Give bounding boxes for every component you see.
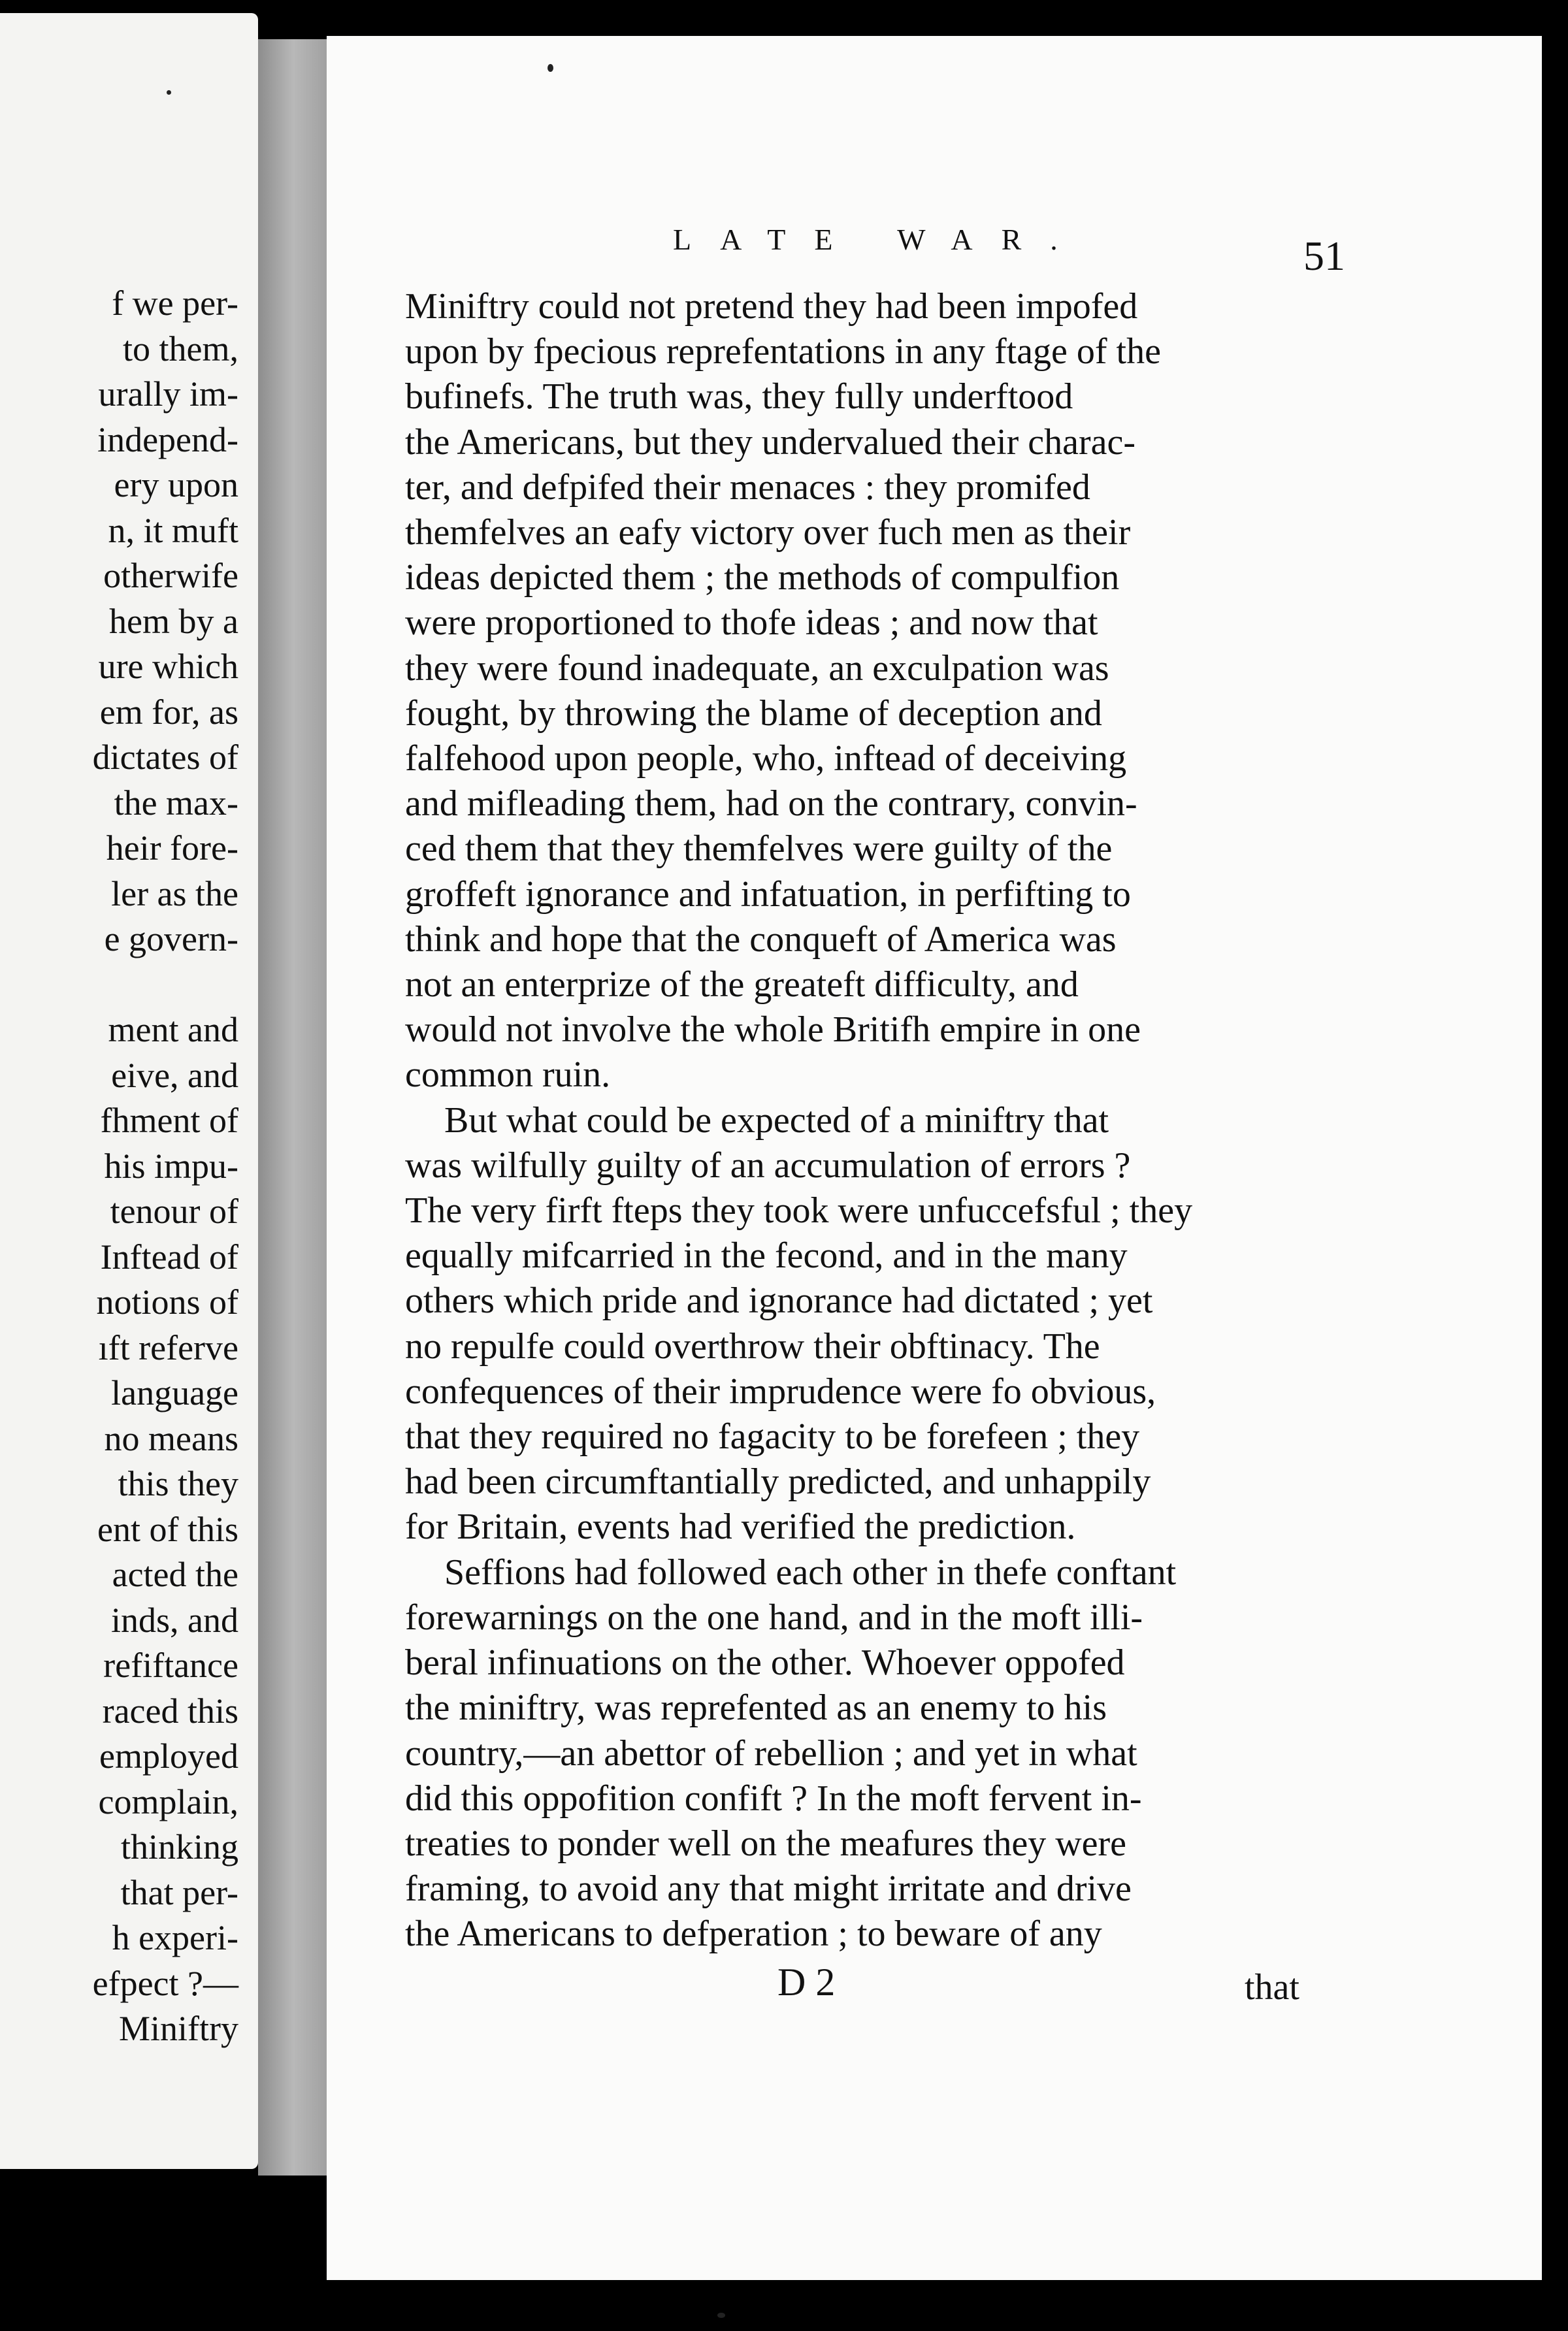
left-page-line: his impu- <box>104 1146 238 1186</box>
left-page-line: complain, <box>98 1782 238 1821</box>
text-line: confequences of their imprudence were fo obvious, <box>405 1371 1156 1412</box>
text-line: no repulfe could overthrow their obftinacy. The <box>405 1326 1100 1367</box>
left-page-line: employed <box>99 1736 238 1776</box>
left-page-line: urally im- <box>98 374 238 414</box>
left-page-line: acted the <box>112 1555 238 1594</box>
left-page-line: em for, as <box>99 692 238 732</box>
paragraph <box>405 284 1339 1098</box>
text-line: upon by fpecious reprefentations in any ftage of the <box>405 331 1161 372</box>
text-line: was wilfully guilty of an accumulation of errors ? <box>405 1145 1131 1186</box>
left-page-text <box>3 281 238 2052</box>
text-line: Miniftry could not pretend they had been impofed <box>405 286 1138 327</box>
text-line: did this oppofition confift ? In the moft fervent in- <box>405 1778 1142 1819</box>
left-page-line: ent of this <box>97 1509 238 1549</box>
text-line: Seffions had followed each other in thefe conftant <box>444 1552 1177 1593</box>
paragraph <box>405 1098 1339 1550</box>
catchword: that <box>1245 1967 1299 2008</box>
left-page-line: language <box>111 1373 238 1412</box>
text-line: ter, and defpifed their menaces : they promifed <box>405 466 1090 508</box>
left-page-line: inds, and <box>111 1600 238 1640</box>
left-page-line: independ- <box>97 419 238 459</box>
text-line: country,—an abettor of rebellion ; and yet in what <box>405 1733 1137 1774</box>
left-page-line: that per- <box>120 1872 238 1912</box>
left-page <box>0 13 258 2169</box>
text-line: for Britain, events had verified the prediction. <box>405 1507 1076 1548</box>
text-line: themfelves an eafy victory over fuch men as their <box>405 512 1131 553</box>
text-line: were proportioned to thofe ideas ; and now that <box>405 602 1098 644</box>
text-line: fought, by throwing the blame of deception and <box>405 693 1102 734</box>
text-line: think and hope that the conqueft of America was <box>405 919 1117 960</box>
left-page-line: Miniftry <box>119 2009 238 2048</box>
text-line: and mifleading them, had on the contrary, convin- <box>405 783 1137 824</box>
left-page-line: raced this <box>102 1691 238 1731</box>
text-line: would not involve the whole Britifh empire in one <box>405 1009 1141 1051</box>
running-head: LATE WAR. <box>673 223 1086 256</box>
left-page-line: to them, <box>123 329 238 368</box>
left-page-line: f we per- <box>112 284 238 323</box>
text-line: common ruin. <box>405 1054 611 1096</box>
left-page-line: efpect ?— <box>92 1963 238 2003</box>
text-line: The very firft fteps they took were unfuccefsful ; they <box>405 1190 1193 1231</box>
left-page-line: Inftead of <box>100 1237 238 1277</box>
text-line: that they required no fagacity to be forefeen ; they <box>405 1416 1140 1458</box>
text-line: treaties to ponder well on the meafures they were <box>405 1823 1127 1864</box>
text-line: forewarnings on the one hand, and in the moft illi- <box>405 1597 1143 1638</box>
text-line: But what could be expected of a miniftry that <box>444 1100 1109 1141</box>
left-page-line: the max- <box>114 783 238 823</box>
left-page-line: eive, and <box>111 1055 238 1095</box>
page-number: 51 <box>1303 233 1345 279</box>
text-line: ced them that they themfelves were guilty of the <box>405 828 1113 870</box>
text-line: had been circumftantially predicted, and unhappily <box>405 1461 1151 1503</box>
left-page-line: tenour of <box>110 1192 238 1231</box>
left-page-line: this they <box>118 1464 238 1503</box>
text-line: framing, to avoid any that might irritate and drive <box>405 1868 1132 1910</box>
text-line: they were found inadequate, an exculpation was <box>405 647 1109 689</box>
text-line: the Americans to defperation ; to beware of any <box>405 1914 1102 1955</box>
left-page-line: heir fore- <box>106 828 238 868</box>
ink-speck <box>167 90 171 95</box>
main-text <box>405 284 1339 1957</box>
left-page-line: dictates of <box>92 738 238 777</box>
left-page-line: ment and <box>108 1010 238 1049</box>
left-page-line: refiftance <box>103 1646 238 1685</box>
ink-speck <box>717 2313 725 2318</box>
left-page-line: e govern- <box>104 919 238 958</box>
signature-mark: D 2 <box>777 1961 836 2004</box>
left-page-line: fhment of <box>100 1101 238 1140</box>
text-line: falfehood upon people, who, inftead of deceiving <box>405 738 1127 779</box>
book-gutter <box>258 39 336 2176</box>
text-line: groffeft ignorance and infatuation, in perfifting to <box>405 873 1131 915</box>
left-page-line: otherwife <box>103 556 238 595</box>
left-page-line: h experi- <box>112 1918 238 1957</box>
left-page-line: ıft referve <box>98 1328 238 1367</box>
left-page-line: n, it muft <box>108 510 238 550</box>
left-page-line: ure which <box>98 647 238 686</box>
left-page-line: notions of <box>96 1282 238 1322</box>
text-line: not an enterprize of the greateft difficulty, and <box>405 964 1079 1005</box>
text-line: beral infinuations on the other. Whoever oppofed <box>405 1642 1125 1684</box>
left-page-line: ler as the <box>111 873 238 913</box>
text-line: equally mifcarried in the fecond, and in the many <box>405 1235 1128 1277</box>
left-page-line <box>3 962 238 1008</box>
left-page-line: ery upon <box>114 465 238 504</box>
text-line: the Americans, but they undervalued their charac- <box>405 421 1135 463</box>
text-line: the miniftry, was reprefented as an enemy to his <box>405 1687 1107 1729</box>
left-page-line: hem by a <box>109 601 238 641</box>
text-line: others which pride and ignorance had dictated ; yet <box>405 1280 1153 1322</box>
left-page-line: thinking <box>120 1827 238 1866</box>
text-line: bufinefs. The truth was, they fully underftood <box>405 376 1073 417</box>
ink-speck <box>547 64 553 72</box>
text-line: ideas depicted them ; the methods of compulfion <box>405 557 1120 598</box>
left-page-line: no means <box>104 1418 238 1458</box>
paragraph <box>405 1550 1339 1957</box>
